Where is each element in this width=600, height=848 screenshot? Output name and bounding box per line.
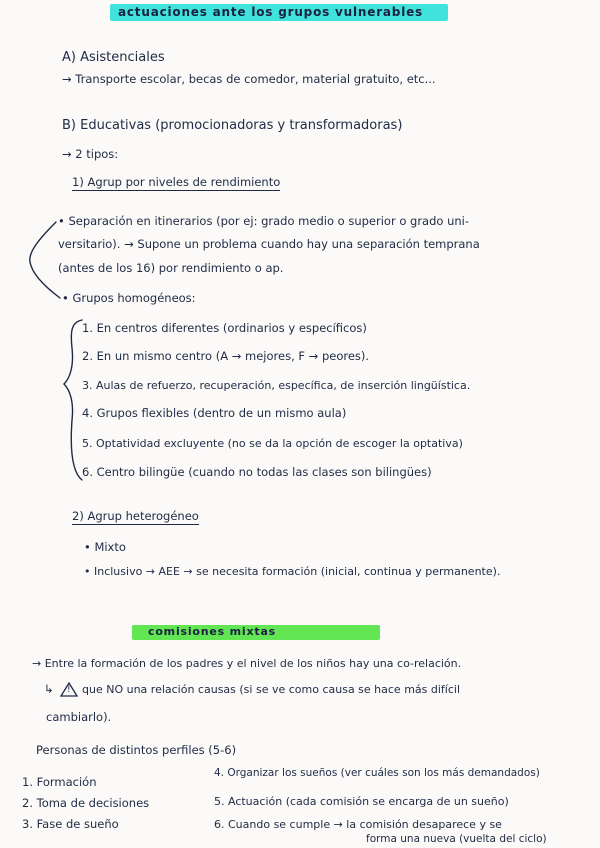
list-brace: [64, 320, 82, 480]
homogeneos-item-5: 5. Optatividad excluyente (no se da la opción de escoger la optativa): [82, 437, 463, 450]
separacion-line-2: versitario). → Supone un problema cuando hay una separación temprana: [58, 237, 480, 251]
tipos-line: → 2 tipos:: [62, 147, 119, 161]
comisiones-line-3: cambiarlo).: [46, 710, 112, 724]
outer-brace: [30, 222, 60, 298]
homogeneos-item-6: 6. Centro bilingüe (cuando no todas las clases son bilingües): [82, 465, 432, 479]
fase-item-5: 5. Actuación (cada comisión se encarga de un sueño): [214, 795, 509, 808]
subheading-rendimiento-text: 1) Agrup por niveles de rendimiento: [72, 175, 281, 189]
homogeneos-item-3: 3. Aulas de refuerzo, recuperación, específica, de inserción lingüística.: [82, 379, 471, 392]
comisiones-title: comisiones mixtas: [148, 625, 277, 638]
comisiones-line-1: → Entre la formación de los padres y el nivel de los niños hay una co-relación.: [32, 657, 462, 670]
fase-item-2: 2. Toma de decisiones: [22, 796, 150, 810]
fase-item-4: 4. Organizar los sueños (ver cuáles son los más demandados): [214, 767, 540, 779]
warning-icon-mark: !: [67, 685, 71, 695]
educativas-heading: B) Educativas (promocionadoras y transformadoras): [62, 118, 403, 133]
homogeneos-item-2: 2. En un mismo centro (A → mejores, F → peores).: [82, 349, 370, 363]
page-title: actuaciones ante los grupos vulnerables: [118, 5, 423, 19]
separacion-line-3: (antes de los 16) por rendimiento o ap.: [58, 261, 284, 275]
homogeneos-line: • Grupos homogéneos:: [62, 291, 196, 305]
asistenciales-line: → Transporte escolar, becas de comedor, material gratuito, etc...: [62, 72, 436, 86]
personas-line: Personas de distintos perfiles (5-6): [36, 743, 237, 757]
fase-item-6-cont: forma una nueva (vuelta del ciclo): [366, 833, 547, 845]
comisiones-line-2: que NO una relación causas (si se ve como causa se hace más difícil: [82, 683, 461, 696]
separacion-line-1: • Separación en itinerarios (por ej: grado medio o superior o grado uni-: [58, 214, 470, 228]
homogeneos-item-4: 4. Grupos flexibles (dentro de un mismo aula): [82, 406, 347, 420]
homogeneos-item-1: 1. En centros diferentes (ordinarios y específicos): [82, 321, 367, 335]
fase-item-3: 3. Fase de sueño: [22, 817, 119, 831]
comisiones-arrow: ↳: [44, 682, 54, 696]
fase-item-6: 6. Cuando se cumple → la comisión desaparece y se: [214, 818, 502, 831]
fase-item-1: 1. Formación: [22, 775, 97, 789]
subheading-heterogeneo-text: 2) Agrup heterogéneo: [72, 509, 199, 523]
mixto-line: • Mixto: [84, 540, 126, 554]
asistenciales-heading: A) Asistenciales: [62, 50, 165, 65]
inclusivo-line: • Inclusivo → AEE → se necesita formación (inicial, continua y permanente).: [84, 565, 501, 578]
